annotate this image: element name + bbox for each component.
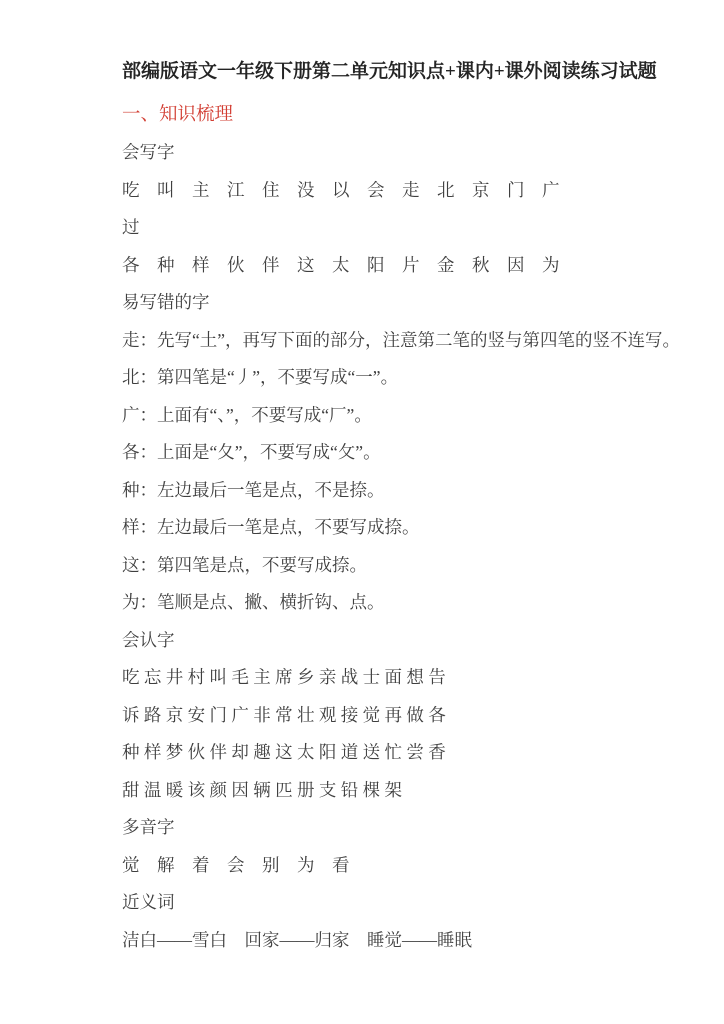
know-write-row: 各 种 样 伙 伴 这 太 阳 片 金 秋 因 为 [122, 254, 560, 275]
error-tip-line: 这：第四笔是点，不要写成捺。 [122, 554, 367, 575]
section-heading-knowledge: 一、知识梳理 [122, 105, 234, 125]
error-tip-line: 北：第四笔是“丿”，不要写成“一”。 [122, 367, 399, 387]
document-title: 部编版语文一年级下册第二单元知识点+课内+课外阅读练习试题 [122, 61, 657, 82]
error-tip-line: 走：先写“土”，再写下面的部分，注意第二笔的竖与第四笔的竖不连写。 [122, 329, 681, 350]
polyphonic-row: 觉 解 着 会 别 为 看 [122, 854, 350, 875]
error-tip-line: 样：左边最后一笔是点，不要写成捺。 [122, 517, 420, 537]
polyphonic-label: 多音字 [122, 817, 175, 837]
know-read-row: 吃 忘 井 村 叫 毛 主 席 乡 亲 战 士 面 想 告 [122, 667, 446, 687]
error-tip-line: 为：笔顺是点、撇、横折钩、点。 [122, 592, 385, 612]
error-tip-line: 种：左边最后一笔是点，不是捺。 [122, 479, 385, 500]
know-write-row: 过 [122, 217, 140, 237]
synonyms-label: 近义词 [122, 892, 175, 912]
know-read-row: 甜 温 暖 该 颜 因 辆 匹 册 支 铅 棵 架 [122, 779, 402, 800]
error-prone-label: 易写错的字 [122, 292, 210, 312]
know-write-label: 会写字 [122, 142, 175, 162]
document-body [122, 134, 684, 959]
know-read-label: 会认字 [122, 629, 175, 650]
know-write-row: 吃 叫 主 江 住 没 以 会 走 北 京 门 广 [122, 179, 560, 200]
error-tip-line: 各：上面是“夂”，不要写成“攵”。 [122, 442, 381, 462]
know-read-row: 种 样 梦 伙 伴 却 趣 这 太 阳 道 送 忙 尝 香 [122, 742, 446, 762]
know-read-row: 诉 路 京 安 门 广 非 常 壮 观 接 觉 再 做 各 [122, 704, 446, 725]
error-tip-line: 广：上面有“、”，不要写成“厂”。 [122, 404, 372, 425]
synonyms-row: 洁白——雪白 回家——归家 睡觉——睡眠 [122, 929, 472, 950]
